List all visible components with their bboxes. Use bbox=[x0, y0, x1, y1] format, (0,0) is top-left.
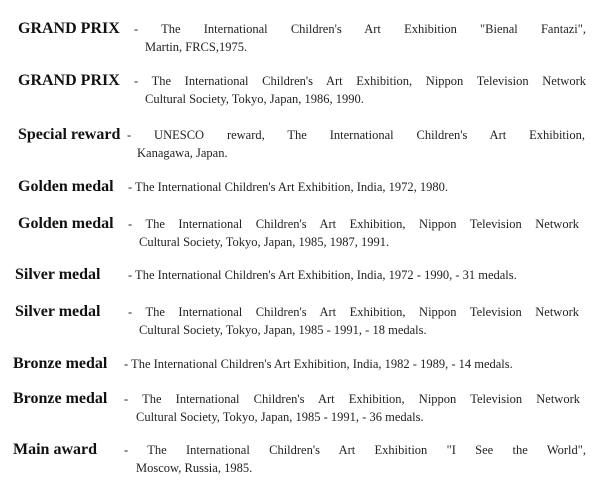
award-description-line-2: Cultural Society, Tokyo, Japan, 1986, 1990. bbox=[145, 92, 364, 106]
award-description-line-1: - The International Children's Art Exhibition, India, 1972 - 1990, - 31 medals. bbox=[128, 268, 517, 282]
award-description bbox=[124, 390, 580, 426]
award-title: Bronze medal bbox=[13, 390, 108, 407]
award-title: GRAND PRIX bbox=[18, 72, 120, 89]
award-title: Special reward bbox=[18, 126, 121, 143]
award-description bbox=[128, 303, 579, 339]
award-description bbox=[128, 215, 579, 251]
award-description bbox=[134, 72, 586, 108]
award-description-line-2: Cultural Society, Tokyo, Japan, 1985 - 1991, - 18 medals. bbox=[139, 323, 427, 337]
award-title: GRAND PRIX bbox=[18, 20, 120, 37]
award-description-line-1: - The International Children's Art Exhibition "I See the World", bbox=[124, 443, 586, 457]
award-description-line-1: - The International Children's Art Exhibition, Nippon Television Network bbox=[134, 74, 586, 88]
award-title: Silver medal bbox=[15, 266, 101, 283]
award-description bbox=[134, 20, 586, 56]
award-title: Golden medal bbox=[18, 178, 114, 195]
award-description-line-2: Cultural Society, Tokyo, Japan, 1985, 1987, 1991. bbox=[139, 235, 390, 249]
award-description bbox=[128, 266, 588, 284]
award-description-line-1: - The International Children's Art Exhibition, Nippon Television Network bbox=[128, 305, 579, 319]
award-title: Bronze medal bbox=[13, 355, 108, 372]
award-title: Silver medal bbox=[15, 303, 101, 320]
award-description bbox=[128, 178, 586, 196]
award-description bbox=[127, 126, 585, 162]
award-description-line-2: Moscow, Russia, 1985. bbox=[136, 461, 253, 475]
award-description-line-1: - The International Children's Art Exhibition, Nippon Television Network bbox=[128, 217, 579, 231]
award-title: Main award bbox=[13, 441, 97, 458]
award-description-line-1: - The International Children's Art Exhibition, India, 1972, 1980. bbox=[128, 180, 449, 194]
award-description-line-1: - The International Children's Art Exhibition, India, 1982 - 1989, - 14 medals. bbox=[124, 357, 513, 371]
award-title: Golden medal bbox=[18, 215, 114, 232]
award-description-line-2: Martin, FRCS,1975. bbox=[145, 40, 248, 54]
award-description-line-1: - UNESCO reward, The International Children's Art Exhibition, bbox=[127, 128, 585, 142]
award-description-line-1: - The International Children's Art Exhibition "Bienal Fantazi", bbox=[134, 22, 586, 36]
award-description bbox=[124, 355, 586, 373]
award-description-line-2: Kanagawa, Japan. bbox=[137, 146, 228, 160]
award-description-line-2: Cultural Society, Tokyo, Japan, 1985 - 1991, - 36 medals. bbox=[136, 410, 424, 424]
award-description bbox=[124, 441, 586, 477]
award-description-line-1: - The International Children's Art Exhibition, Nippon Television Network bbox=[124, 392, 580, 406]
